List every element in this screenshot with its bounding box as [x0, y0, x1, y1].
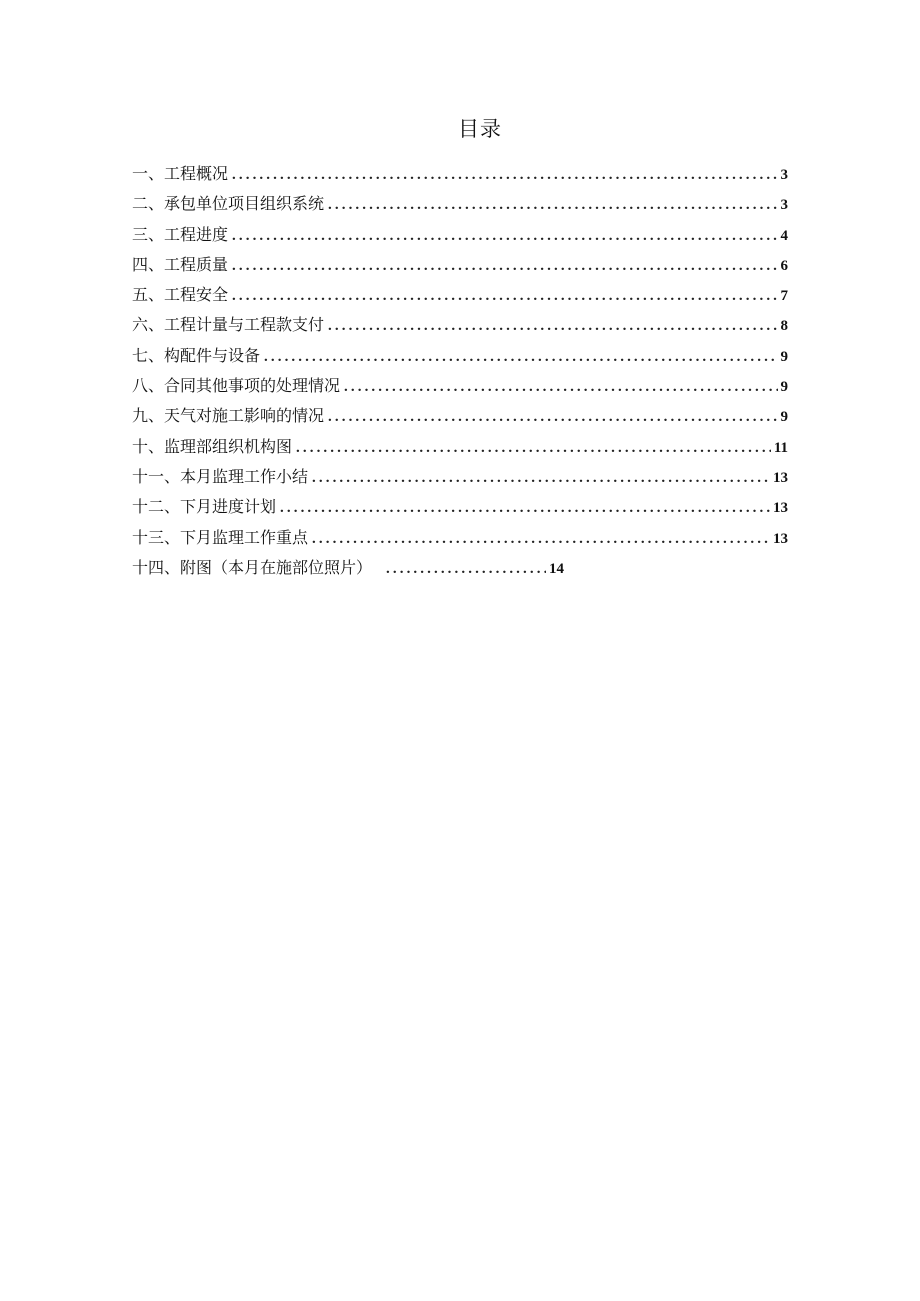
toc-entry[interactable] — [132, 220, 788, 250]
toc-entry-label: 十二、下月进度计划 — [132, 497, 277, 517]
toc-entry[interactable] — [132, 280, 788, 310]
toc-dot-leader — [232, 221, 777, 251]
toc-dot-leader — [232, 281, 777, 311]
toc-dot-leader — [312, 524, 770, 554]
toc-entry[interactable] — [132, 310, 788, 340]
toc-page-number: 13 — [773, 530, 788, 547]
toc-entry-label: 九、天气对施工影响的情况 — [132, 406, 325, 426]
toc-entry-label: 一、工程概况 — [132, 164, 229, 183]
toc-entry-label: 四、工程质量 — [132, 254, 229, 274]
toc-dot-leader — [328, 190, 777, 220]
toc-dot-leader — [386, 554, 546, 584]
toc-entry-label: 五、工程安全 — [132, 285, 229, 305]
toc-page-number: 3 — [780, 197, 788, 214]
toc-page-number: 4 — [780, 227, 788, 244]
toc-entry[interactable] — [132, 523, 788, 553]
toc-entry-label: 三、工程进度 — [132, 224, 229, 244]
toc-entry-label: 十、监理部组织机构图 — [132, 436, 293, 456]
toc-entry-label: 八、合同其他事项的处理情况 — [132, 376, 341, 396]
toc-entry-label: 十三、下月监理工作重点 — [132, 527, 309, 547]
toc-entry-label: 十四、附图（本月在施部位照片） — [132, 557, 373, 577]
toc-entry-label: 七、构配件与设备 — [132, 345, 261, 365]
toc-entry-label: 二、承包单位项目组织系统 — [132, 194, 325, 214]
table-of-contents — [132, 159, 788, 583]
toc-page-number: 7 — [780, 288, 788, 305]
toc-entry[interactable] — [132, 250, 788, 280]
toc-entry-label: 十一、本月监理工作小结 — [132, 466, 309, 486]
toc-dot-leader — [312, 463, 770, 493]
toc-dot-leader — [232, 160, 777, 190]
toc-dot-leader — [328, 402, 777, 432]
toc-page-number: 9 — [780, 409, 788, 426]
toc-page-number: 13 — [773, 469, 788, 486]
toc-dot-leader — [296, 433, 771, 463]
toc-entry[interactable] — [132, 553, 564, 583]
toc-page-number: 14 — [549, 560, 564, 577]
toc-entry[interactable] — [132, 401, 788, 431]
toc-page-number: 6 — [780, 257, 788, 274]
page-title: 目录 — [458, 117, 502, 141]
toc-entry[interactable] — [132, 462, 788, 492]
toc-entry[interactable] — [132, 159, 788, 189]
toc-dot-leader — [328, 311, 777, 341]
toc-entry[interactable] — [132, 189, 788, 219]
toc-page-number: 13 — [773, 500, 788, 517]
toc-entry[interactable] — [132, 432, 788, 462]
toc-dot-leader — [280, 493, 770, 523]
toc-entry-label: 六、工程计量与工程款支付 — [132, 315, 325, 335]
toc-page-number: 9 — [780, 348, 788, 365]
toc-dot-leader — [344, 372, 777, 402]
toc-dot-leader — [264, 342, 777, 372]
toc-page-number: 11 — [773, 439, 788, 456]
toc-page-number: 8 — [780, 318, 788, 335]
toc-entry[interactable] — [132, 371, 788, 401]
toc-entry[interactable] — [132, 492, 788, 522]
toc-entry[interactable] — [132, 341, 788, 371]
toc-page-number: 9 — [780, 379, 788, 396]
toc-page-number: 3 — [780, 167, 788, 183]
toc-dot-leader — [232, 251, 777, 281]
